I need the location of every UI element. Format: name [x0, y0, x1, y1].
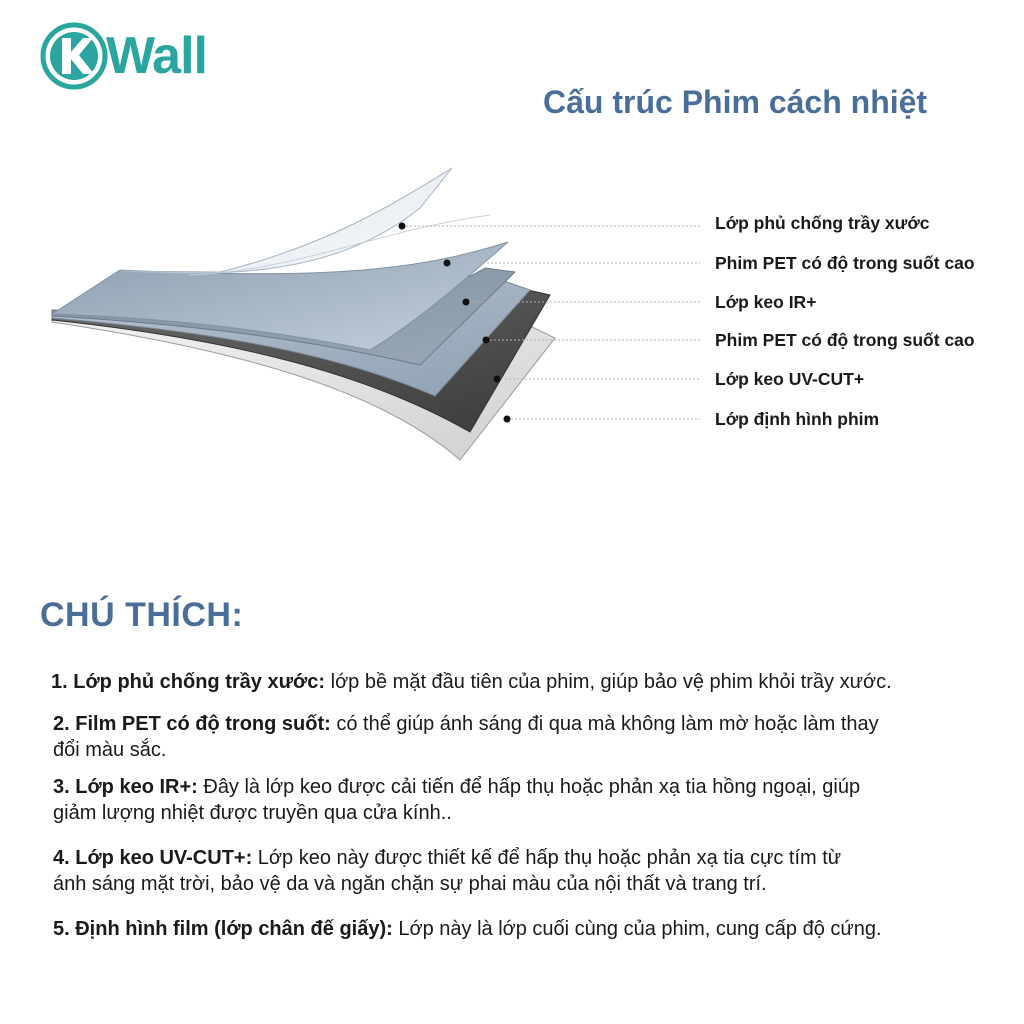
note-term: 1. Lớp phủ chống trầy xước:	[51, 671, 326, 693]
note-text: lớp bề mặt đầu tiên của phim, giúp bảo vệ phim khỏi trầy xước.	[325, 671, 892, 693]
note-text-continued: đổi màu sắc.	[53, 739, 167, 761]
diagram-title: Cấu trúc Phim cách nhiệt	[543, 84, 928, 120]
note-item	[53, 774, 860, 826]
note-term: 2. Film PET có độ trong suốt:	[53, 713, 331, 735]
note-text-continued: giảm lượng nhiệt được truyền qua cửa kính..	[53, 802, 452, 824]
note-item	[53, 845, 841, 897]
notes-heading: CHÚ THÍCH:	[40, 596, 244, 634]
layer-label-pet-2: Phim PET có độ trong suốt cao	[715, 330, 975, 350]
layer-label-uv-cut: Lớp keo UV-CUT+	[715, 369, 865, 389]
layer-scratch-coat	[120, 168, 452, 273]
logo-wordmark: Wall	[106, 27, 207, 85]
note-text: Lớp keo này được thiết kế để hấp thụ hoặc phản xạ tia cực tím từ	[252, 847, 842, 869]
layer-label-scratch-coat: Lớp phủ chống trầy xước	[715, 213, 930, 233]
note-text-continued: ánh sáng mặt trời, bảo vệ da và ngăn chặn sự phai màu của nội thất và trang trí.	[53, 873, 767, 895]
layer-label-base: Lớp định hình phim	[715, 409, 880, 429]
note-text: Đây là lớp keo được cải tiến để hấp thụ hoặc phản xạ tia hồng ngoại, giúp	[197, 776, 861, 798]
film-layers-illustration	[40, 150, 1020, 480]
note-text: có thể giúp ánh sáng đi qua mà không làm mờ hoặc làm thay	[330, 713, 879, 735]
note-term: 3. Lớp keo IR+:	[53, 776, 198, 798]
note-term: 5. Định hình film (lớp chân đế giấy):	[53, 918, 393, 940]
note-item	[53, 916, 882, 942]
kwall-logo	[40, 22, 240, 92]
note-term: 4. Lớp keo UV-CUT+:	[53, 847, 253, 869]
note-item	[51, 669, 892, 695]
note-text: Lớp này là lớp cuối cùng của phim, cung cấp độ cứng.	[392, 918, 882, 940]
layer-label-ir: Lớp keo IR+	[715, 292, 817, 312]
kwall-logo-icon	[40, 22, 108, 90]
film-layer-diagram	[40, 150, 1020, 480]
layer-label-pet-1: Phim PET có độ trong suốt cao	[715, 253, 975, 273]
note-item	[53, 711, 879, 763]
